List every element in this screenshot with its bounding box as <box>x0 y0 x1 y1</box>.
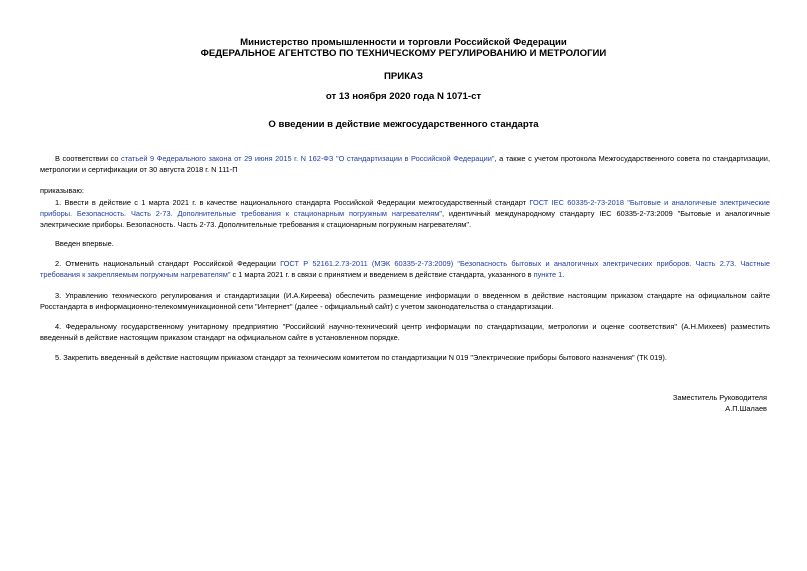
first-time-note: Введен впервые. <box>55 239 114 248</box>
agency-name: ФЕДЕРАЛЬНОЕ АГЕНТСТВО ПО ТЕХНИЧЕСКОМУ РЕГУЛИРОВАНИЮ И МЕТРОЛОГИИ <box>200 48 607 59</box>
item-5-paragraph: 5. Закрепить введенный в действие настоящим приказом стандарт за техническим комитетом по стандартизации N 019 "Электрические приборы бытового назначения" (ТК 019). <box>55 353 667 362</box>
gost-iec-link[interactable]: ГОСТ IEC 60335-2-73-2018 "Бытовые и аналогичные электрические приборы. Безопасность. Часть 2-73. Дополнительные требования к стационарным погружным нагревателям" <box>40 198 770 219</box>
item-3-paragraph: 3. Управлению технического регулирования и стандартизации (И.А.Киреева) обеспечить размещение информации о введенном в действие настоящим приказом стандарте на официальном сайте Росстандарта в информационно-телекоммуникационной сети "Интернет" (далее - официальный сайт) с учетом законодательства о стандартизации. <box>40 291 770 312</box>
item-1-text-1: 1. Ввести в действие с 1 марта 2021 г. в качестве национального стандарта Российской Федерации межгосударственный стандарт <box>55 198 530 207</box>
signature-position: Заместитель Руководителя <box>672 393 767 402</box>
item-1-paragraph <box>40 197 770 231</box>
item-4-paragraph: 4. Федеральному государственному унитарному предприятию "Российский научно-технический центр информации по стандартизации, метрологии и оценке соответствия" (А.Н.Михеев) разместить введенный в действие настоящим приказом стандарт на официальном сайте в установленном порядке. <box>40 322 770 343</box>
gost-r-link[interactable]: ГОСТ Р 52161.2.73-2011 (МЭК 60335-2-73:2009) "Безопасность бытовых и аналогичных электрических приборов. Часть 2.73. Частные требования к закрепляемым погружным нагревателям" <box>40 259 770 280</box>
item-2-text-2: с 1 марта 2021 г. в связи с принятием и введением в действие стандарта, указанного в <box>230 270 534 280</box>
item-2-text-1: 2. Отменить национальный стандарт Российской Федерации <box>55 259 281 268</box>
signature-name: А.П.Шалаев <box>725 404 767 413</box>
document-title: О введении в действие межгосударственного стандарта <box>268 119 539 130</box>
item-1-text-2: , идентичный международному стандарту IEC 60335-2-73:2009 "Бытовые и аналогичные электрические приборы. Безопасность. Часть 2-73. Дополнительные требования к стационарным погружным нагревателям". <box>40 209 770 230</box>
intro-text-1: В соответствии со <box>55 154 122 163</box>
intro-text-2: , а также с учетом протокола Межгосударственного совета по стандартизации, метрологии и сертификации от 30 августа 2018 г. N 111-П <box>40 154 770 175</box>
document-type: ПРИКАЗ <box>384 71 423 82</box>
order-word: приказываю: <box>40 186 84 195</box>
item-2-paragraph <box>40 258 770 280</box>
item-2-text-3: . <box>562 270 565 280</box>
intro-paragraph <box>40 153 770 175</box>
ministry-name: Министерство промышленности и торговли Российской Федерации <box>240 37 567 48</box>
document-date-number: от 13 ноября 2020 года N 1071-ст <box>325 91 482 102</box>
federal-law-link[interactable]: статьей 9 Федерального закона от 29 июня 2015 г. N 162-ФЗ "О стандартизации в Российской Федерации" <box>121 154 495 163</box>
point-1-link[interactable]: пункте 1 <box>533 270 563 280</box>
